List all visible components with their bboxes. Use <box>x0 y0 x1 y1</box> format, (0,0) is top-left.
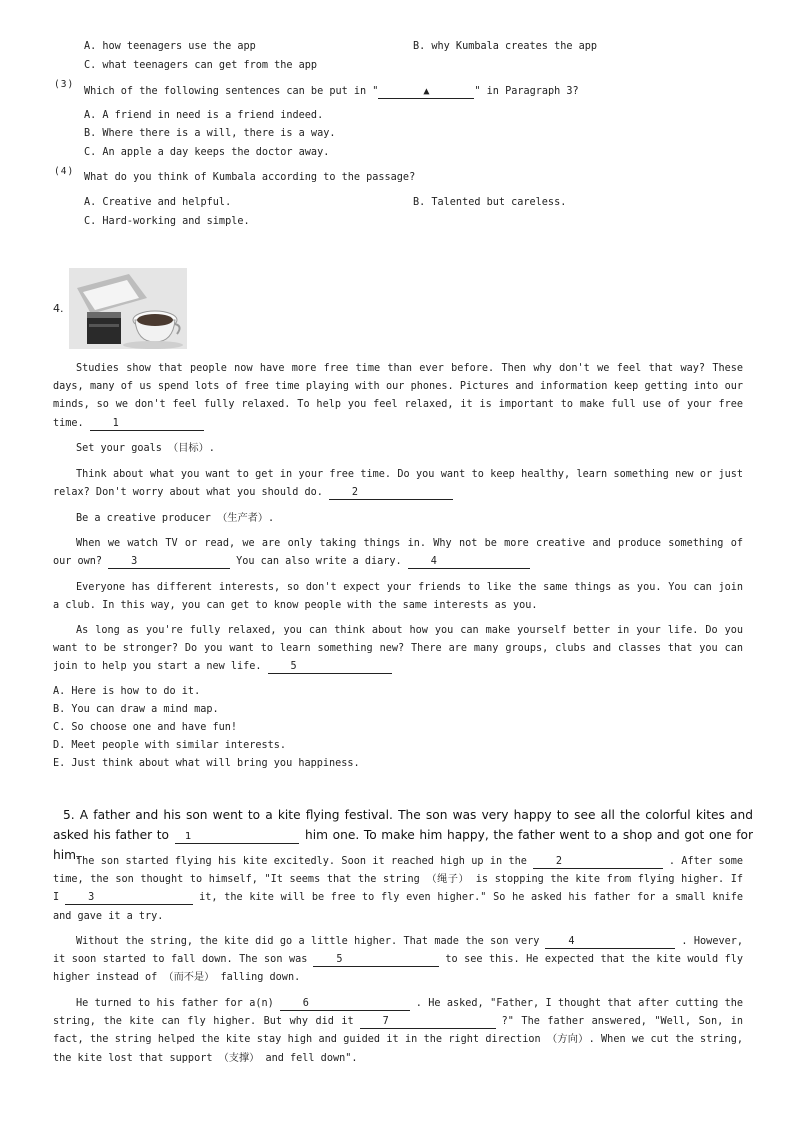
s5-blank-7: 7 <box>360 1015 496 1029</box>
q2-option-c: C. what teenagers can get from the app <box>84 60 318 71</box>
s5-p3b: . However, it soon started to fall down. The son was <box>53 936 743 966</box>
s4-heading-producer: Be a creative producer （生产者）. <box>76 513 275 524</box>
q3-stem <box>84 85 579 99</box>
s5-blank-3: 3 <box>65 891 193 905</box>
q4-option-c: C. Hard-working and simple. <box>84 216 250 227</box>
q2-option-a: A. how teenagers use the app <box>84 41 256 52</box>
q2-option-b: B. why Kumbala creates the app <box>413 41 598 52</box>
q3-stem-after: " in Paragraph 3? <box>474 86 579 97</box>
q3-blank <box>378 85 474 99</box>
q4-stem: What do you think of Kumbala according to the passage? <box>84 172 416 183</box>
s4-p5-text: As long as you're fully relaxed, you can think about how you can make yourself better in your life. Do you want to be stronger? Do you want to learn something new? There are many groups, clubs and classes that you can join to help you start a new life. <box>53 625 743 673</box>
s5-intro-a: 5. A father and his son went to a kite flying festival. The son was very happy to see all the colorful kites and asked his father to <box>53 808 753 842</box>
s5-p2a: The son started flying his kite excitedly. Soon it reached high up in the <box>76 856 527 867</box>
s4-paragraph-3 <box>53 535 743 571</box>
s5-blank-2: 2 <box>533 855 663 869</box>
s4-paragraph-5 <box>53 622 743 677</box>
s4-blank-5: 5 <box>268 660 392 674</box>
q3-option-a: A. A friend in need is a friend indeed. <box>84 110 324 121</box>
triangle-icon: ▲ <box>423 86 430 97</box>
s5-paragraph-2 <box>53 853 743 926</box>
s5-p4b: . He asked, "Father, I thought that after cutting the string, the kite can fly higher. But why did it <box>53 998 743 1028</box>
s4-blank-2: 2 <box>329 486 453 500</box>
q3-option-c: C. An apple a day keeps the doctor away. <box>84 147 330 158</box>
s4-paragraph-4: Everyone has different interests, so don't expect your friends to like the same things as you. You can join a club. In this way, you can get to know people with the same interests as you. <box>53 582 743 612</box>
s4-option-d: D. Meet people with similar interests. <box>53 740 287 751</box>
s4-paragraph-1 <box>53 360 743 433</box>
s5-paragraph-4 <box>53 995 743 1068</box>
s5-blank-6: 6 <box>280 997 410 1011</box>
s5-paragraph-3 <box>53 933 743 988</box>
s5-p2c: it, the kite will be free to fly even higher." So he asked his father for a small knife and gave it a try. <box>53 892 743 922</box>
s4-p1-text: Studies show that people now have more free time than ever before. Then why don't we feel that way? These days, many of us spend lots of free time playing with our phones. Pictures and information keep getting into our minds, so we don't feel fully relaxed. To help you feel relaxed, it is important to make full use of your free time. <box>53 363 743 429</box>
s5-blank-4: 4 <box>545 935 675 949</box>
s4-p3b-text: You can also write a diary. <box>236 556 402 568</box>
s4-option-e: E. Just think about what will bring you happiness. <box>53 758 360 769</box>
s4-paragraph-2 <box>53 466 743 502</box>
q4-option-b: B. Talented but careless. <box>413 197 567 208</box>
q4-number: (4) <box>54 166 75 177</box>
s5-blank-5: 5 <box>313 953 439 967</box>
section4-number: 4. <box>53 302 64 315</box>
s4-blank-3: 3 <box>108 555 230 569</box>
s4-p3a-text: When we watch TV or read, we are only taking things in. Why not be more creative and produce something of our own? <box>53 538 743 568</box>
s5-blank-1: 1 <box>175 830 299 844</box>
s5-p4a: He turned to his father for a(n) <box>76 998 274 1009</box>
s5-p2b: . After some time, the son thought to himself, "It seems that the string （绳子） is stopping the kite from flying higher. If I <box>53 856 743 904</box>
coffee-book-photo <box>69 268 187 349</box>
q3-number: (3) <box>54 79 75 90</box>
s5-p4c: ?" The father answered, "Well, Son, in fact, the string helped the kite stay high and guided it in the right direction （方向）. When we cut the string, the kite lost that support （支撑） and fell down". <box>53 1016 743 1064</box>
q3-option-b: B. Where there is a will, there is a way. <box>84 128 336 139</box>
s4-option-b: B. You can draw a mind map. <box>53 704 219 715</box>
q4-option-a: A. Creative and helpful. <box>84 197 232 208</box>
s4-option-c: C. So choose one and have fun! <box>53 722 238 733</box>
s4-p2-text: Think about what you want to get in your free time. Do you want to keep healthy, learn something new or just relax? Don't worry about what you should do. <box>53 469 743 499</box>
s4-blank-1: 1 <box>90 417 204 431</box>
s5-intro-b: him one. To make him happy, the father went to a shop and got one for him. <box>53 828 754 862</box>
s4-option-a: A. Here is how to do it. <box>53 686 201 697</box>
s4-heading-goals: Set your goals （目标）. <box>76 443 215 454</box>
s5-p3a: Without the string, the kite did go a little higher. That made the son very <box>76 936 540 947</box>
q3-stem-before: Which of the following sentences can be put in " <box>84 86 379 97</box>
s5-p3c: to see this. He expected that the kite would fly higher instead of （而不是） falling down. <box>53 954 743 984</box>
s4-blank-4: 4 <box>408 555 530 569</box>
